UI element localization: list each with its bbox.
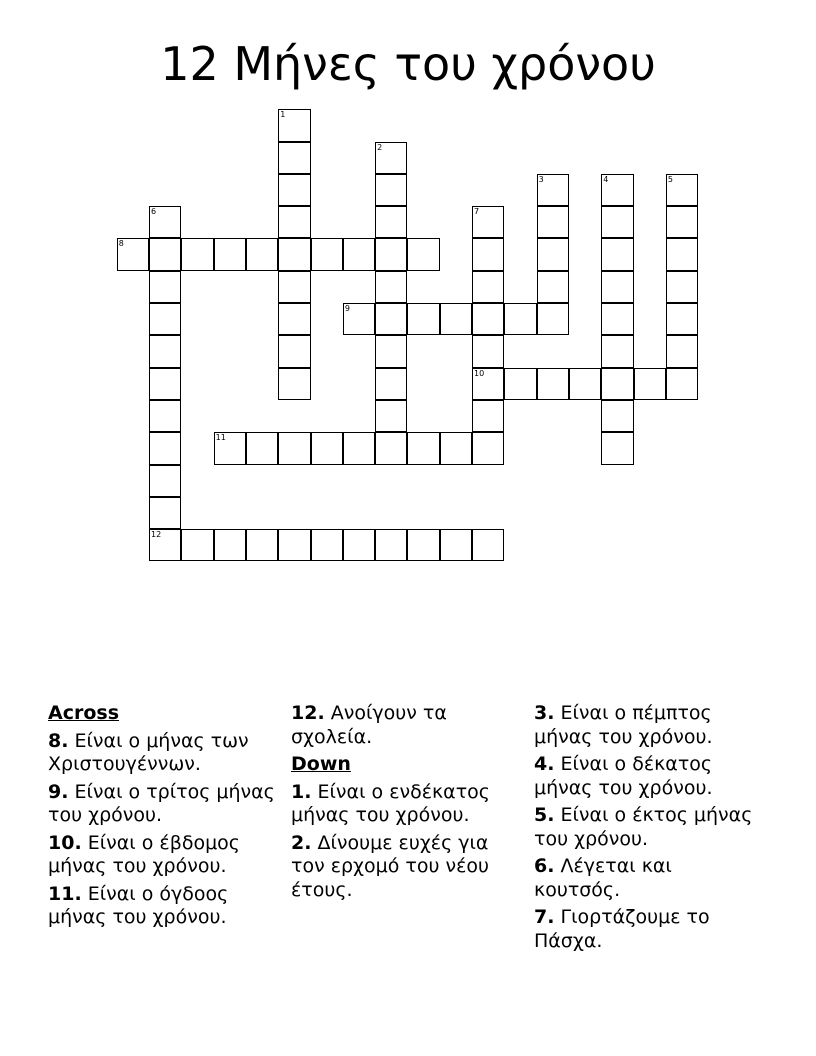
crossword-cell[interactable] bbox=[149, 238, 181, 270]
crossword-cell[interactable] bbox=[278, 271, 310, 303]
clue-text: Είναι ο έβδομος μήνας του χρόνου. bbox=[48, 831, 240, 877]
clue-number-label: 5 bbox=[667, 174, 673, 184]
clue-down-6 bbox=[534, 855, 764, 902]
crossword-cell[interactable] bbox=[375, 206, 407, 238]
crossword-cell[interactable] bbox=[504, 368, 536, 400]
crossword-cell[interactable] bbox=[472, 529, 504, 561]
crossword-cell[interactable] bbox=[181, 238, 213, 270]
crossword-cell[interactable] bbox=[375, 174, 407, 206]
crossword-cell[interactable] bbox=[407, 238, 439, 270]
crossword-cell[interactable] bbox=[407, 432, 439, 464]
clue-down-4 bbox=[534, 753, 764, 800]
crossword-cell[interactable] bbox=[278, 335, 310, 367]
across-heading: Across bbox=[48, 702, 120, 724]
clue-number: 4. bbox=[534, 753, 555, 775]
crossword-cell[interactable] bbox=[278, 174, 310, 206]
clue-number-label: 8 bbox=[118, 239, 124, 249]
crossword-cell[interactable] bbox=[601, 206, 633, 238]
crossword-cell[interactable] bbox=[569, 368, 601, 400]
crossword-cell[interactable] bbox=[504, 303, 536, 335]
crossword-cell[interactable] bbox=[472, 206, 504, 238]
crossword-cell[interactable] bbox=[601, 303, 633, 335]
clue-number-label: 12 bbox=[151, 530, 162, 540]
clue-text: Είναι ο πέμπτος μήνας του χρόνου. bbox=[534, 702, 713, 748]
crossword-cell[interactable] bbox=[666, 206, 698, 238]
clue-number-label: 4 bbox=[603, 174, 609, 184]
clue-number: 1. bbox=[291, 780, 312, 803]
clue-number-label: 9 bbox=[344, 304, 350, 314]
clue-text: Είναι ο δέκατος μήνας του χρόνου. bbox=[534, 753, 713, 799]
crossword-cell[interactable] bbox=[149, 271, 181, 303]
crossword-cell[interactable] bbox=[666, 271, 698, 303]
crossword-cell[interactable] bbox=[666, 335, 698, 367]
crossword-cell[interactable] bbox=[246, 238, 278, 270]
clue-number-label: 11 bbox=[215, 433, 226, 443]
clue-text: Είναι ο έκτος μήνας του χρόνου. bbox=[534, 804, 753, 850]
clue-down-7 bbox=[534, 906, 764, 953]
crossword-cell[interactable] bbox=[246, 529, 278, 561]
crossword-cell[interactable] bbox=[149, 400, 181, 432]
crossword-cell[interactable] bbox=[601, 400, 633, 432]
clue-number-label: 3 bbox=[538, 174, 544, 184]
crossword-cell[interactable] bbox=[343, 432, 375, 464]
crossword-cell[interactable] bbox=[537, 271, 569, 303]
crossword-cell[interactable] bbox=[537, 303, 569, 335]
crossword-cell[interactable] bbox=[311, 238, 343, 270]
crossword-cell[interactable] bbox=[601, 238, 633, 270]
clues-column-2 bbox=[291, 702, 521, 906]
crossword-cell[interactable] bbox=[601, 368, 633, 400]
crossword-cell[interactable] bbox=[278, 529, 310, 561]
clue-number-label: 10 bbox=[474, 368, 485, 378]
crossword-cell[interactable] bbox=[343, 303, 375, 335]
crossword-cell[interactable] bbox=[375, 432, 407, 464]
crossword-cell[interactable] bbox=[149, 303, 181, 335]
crossword-cell[interactable] bbox=[601, 335, 633, 367]
crossword-cell[interactable] bbox=[149, 368, 181, 400]
clue-text: Είναι ο τρίτος μήνας του χρόνου. bbox=[48, 780, 275, 826]
clue-number-label: 6 bbox=[151, 207, 157, 217]
crossword-cell[interactable] bbox=[375, 368, 407, 400]
crossword-cell[interactable] bbox=[181, 529, 213, 561]
clue-number-label: 2 bbox=[377, 142, 383, 152]
clue-number: 6. bbox=[534, 855, 555, 877]
crossword-cell[interactable] bbox=[214, 238, 246, 270]
clue-number: 5. bbox=[534, 804, 555, 826]
crossword-cell[interactable] bbox=[375, 303, 407, 335]
crossword-cell[interactable] bbox=[149, 335, 181, 367]
clue-number: 9. bbox=[48, 780, 69, 803]
crossword-cell[interactable] bbox=[375, 238, 407, 270]
crossword-cell[interactable] bbox=[472, 368, 504, 400]
clue-down-2 bbox=[291, 832, 521, 903]
crossword-cell[interactable] bbox=[537, 206, 569, 238]
crossword-cell[interactable] bbox=[375, 142, 407, 174]
clue-number: 10. bbox=[48, 831, 82, 854]
crossword-cell[interactable] bbox=[343, 238, 375, 270]
crossword-cell[interactable] bbox=[278, 109, 310, 141]
clue-number: 2. bbox=[291, 831, 312, 854]
crossword-cell[interactable] bbox=[149, 497, 181, 529]
crossword-cell[interactable] bbox=[472, 335, 504, 367]
crossword-cell[interactable] bbox=[666, 303, 698, 335]
crossword-cell[interactable] bbox=[149, 206, 181, 238]
crossword-cell[interactable] bbox=[601, 432, 633, 464]
clues-column-3 bbox=[534, 702, 764, 957]
clue-down-3 bbox=[534, 702, 764, 749]
crossword-cell[interactable] bbox=[472, 432, 504, 464]
crossword-cell[interactable] bbox=[278, 142, 310, 174]
crossword-cell[interactable] bbox=[149, 529, 181, 561]
clue-down-5 bbox=[534, 804, 764, 851]
clue-across-11 bbox=[48, 883, 278, 930]
crossword-cell[interactable] bbox=[440, 529, 472, 561]
crossword-cell[interactable] bbox=[311, 529, 343, 561]
clue-text: Είναι ο μήνας των Χριστουγέννων. bbox=[48, 729, 249, 775]
clue-text: Είναι ο όγδοος μήνας του χρόνου. bbox=[48, 882, 229, 928]
crossword-cell[interactable] bbox=[246, 432, 278, 464]
clue-number: 7. bbox=[534, 906, 555, 928]
crossword-cell[interactable] bbox=[407, 303, 439, 335]
clue-text: Λέγεται και κουτσός. bbox=[534, 855, 672, 901]
crossword-cell[interactable] bbox=[440, 303, 472, 335]
crossword-cell[interactable] bbox=[666, 238, 698, 270]
clue-number: 8. bbox=[48, 729, 69, 752]
clue-across-8 bbox=[48, 730, 278, 777]
crossword-cell[interactable] bbox=[472, 400, 504, 432]
crossword-cell[interactable] bbox=[472, 238, 504, 270]
clue-text: Είναι ο ενδέκατος μήνας του χρόνου. bbox=[291, 780, 490, 826]
crossword-cell[interactable] bbox=[117, 238, 149, 270]
crossword-cell[interactable] bbox=[214, 432, 246, 464]
crossword-cell[interactable] bbox=[440, 432, 472, 464]
crossword-cell[interactable] bbox=[278, 368, 310, 400]
crossword-cell[interactable] bbox=[472, 271, 504, 303]
crossword-cell[interactable] bbox=[537, 368, 569, 400]
crossword-cell[interactable] bbox=[278, 432, 310, 464]
crossword-cell[interactable] bbox=[343, 529, 375, 561]
page-title: 12 Μήνες του χρόνου bbox=[160, 37, 656, 91]
clue-number: 3. bbox=[534, 702, 555, 724]
crossword-cell[interactable] bbox=[666, 174, 698, 206]
clue-across-12 bbox=[291, 702, 521, 749]
crossword-cell[interactable] bbox=[537, 238, 569, 270]
crossword-cell[interactable] bbox=[375, 529, 407, 561]
crossword-cell[interactable] bbox=[311, 432, 343, 464]
crossword-cell[interactable] bbox=[375, 335, 407, 367]
crossword-cell[interactable] bbox=[375, 400, 407, 432]
crossword-cell[interactable] bbox=[634, 368, 666, 400]
crossword-cell[interactable] bbox=[278, 206, 310, 238]
crossword-cell[interactable] bbox=[214, 529, 246, 561]
crossword-cell[interactable] bbox=[278, 238, 310, 270]
clue-number: 11. bbox=[48, 882, 82, 905]
crossword-cell[interactable] bbox=[149, 465, 181, 497]
clue-text: Δίνουμε ευχές για τον ερχομό του νέου έτους. bbox=[291, 831, 489, 901]
crossword-cell[interactable] bbox=[601, 271, 633, 303]
clue-down-1 bbox=[291, 781, 521, 828]
clue-number-label: 1 bbox=[280, 110, 286, 120]
crossword-cell[interactable] bbox=[407, 529, 439, 561]
clue-text: Ανοίγουν τα σχολεία. bbox=[291, 702, 447, 748]
down-heading: Down bbox=[291, 753, 351, 775]
clues-column-1 bbox=[48, 702, 278, 934]
clue-number: 12. bbox=[291, 702, 325, 724]
crossword-cell[interactable] bbox=[375, 271, 407, 303]
crossword-cell[interactable] bbox=[278, 303, 310, 335]
crossword-cell[interactable] bbox=[149, 432, 181, 464]
clue-across-10 bbox=[48, 832, 278, 879]
crossword-cell[interactable] bbox=[537, 174, 569, 206]
crossword-cell[interactable] bbox=[666, 368, 698, 400]
crossword-cell[interactable] bbox=[472, 303, 504, 335]
clue-number-label: 7 bbox=[474, 207, 480, 217]
clue-text: Γιορτάζουμε το Πάσχα. bbox=[534, 906, 710, 952]
clue-across-9 bbox=[48, 781, 278, 828]
crossword-cell[interactable] bbox=[601, 174, 633, 206]
